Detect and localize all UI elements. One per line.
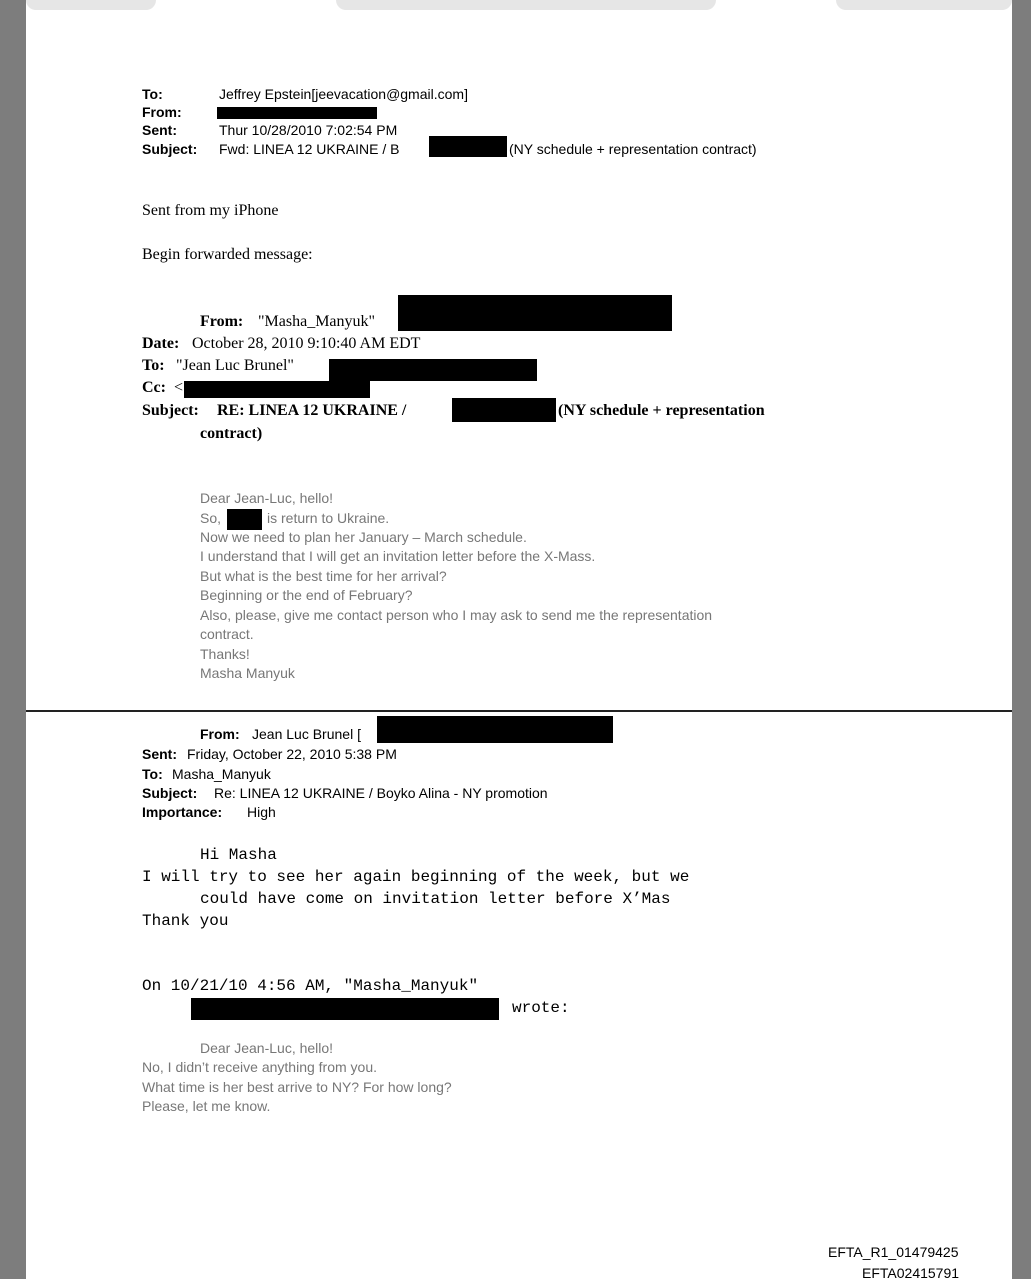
fwd-date-value: October 28, 2010 9:10:40 AM EDT: [192, 335, 421, 352]
reply-importance-value: High: [247, 804, 276, 820]
msg1-line: Dear Jean-Luc, hello!: [200, 490, 334, 506]
reply-to-value: Masha_Manyuk: [172, 766, 271, 782]
redaction-block: [191, 998, 499, 1020]
page-divider: [26, 710, 1012, 712]
msg1-line: I understand that I will get an invitation letter before the X-Mass.: [200, 548, 596, 564]
redaction-block: [227, 509, 262, 530]
subject-suffix: (NY schedule + representation contract): [509, 141, 757, 157]
msg1-line: contract.: [200, 626, 254, 642]
reply-to-label: To:: [142, 766, 163, 782]
reply-sent-value: Friday, October 22, 2010 5:38 PM: [187, 746, 397, 762]
msg3-line: What time is her best arrive to NY? For how long?: [142, 1079, 452, 1095]
fwd-cc-label: Cc:: [142, 379, 166, 396]
document-page: [26, 0, 1012, 1279]
subject-label: Subject:: [142, 141, 198, 157]
redaction-block: [217, 107, 377, 119]
begin-forwarded: Begin forwarded message:: [142, 246, 313, 263]
fwd-from-label: From:: [200, 313, 244, 330]
msg3-line: No, I didn’t receive anything from you.: [142, 1059, 378, 1075]
msg2-line: I will try to see her again beginning of the week, but we: [142, 868, 690, 886]
scan-edge-shadow: [836, 0, 1012, 10]
msg1-line: Now we need to plan her January – March schedule.: [200, 529, 527, 545]
reply-from-label: From:: [200, 726, 240, 742]
scan-edge-shadow: [336, 0, 716, 10]
fwd-to-label: To:: [142, 357, 165, 374]
reply-subject-value: Re: LINEA 12 UKRAINE / Boyko Alina - NY promotion: [214, 785, 548, 801]
redaction-block: [398, 295, 672, 331]
scan-edge-shadow: [26, 0, 156, 10]
bates-number: EFTA_R1_01479425: [828, 1244, 959, 1260]
fwd-subject-label: Subject:: [142, 402, 199, 419]
msg1-line: Also, please, give me contact person who I may ask to send me the representation: [200, 607, 713, 623]
quote-wrote: wrote:: [512, 999, 570, 1017]
from-label: From:: [142, 104, 182, 120]
reply-sent-label: Sent:: [142, 746, 177, 762]
msg2-line: Thank you: [142, 912, 229, 930]
msg1-line: Beginning or the end of February?: [200, 587, 413, 603]
subject-prefix: Fwd: LINEA 12 UKRAINE / B: [219, 141, 400, 157]
msg3-line: Please, let me know.: [142, 1098, 271, 1114]
quote-on-line: On 10/21/10 4:56 AM, "Masha_Manyuk": [142, 977, 479, 995]
redaction-block: [329, 359, 537, 381]
reply-from-value: Jean Luc Brunel [: [252, 726, 361, 742]
msg2-line: Hi Masha: [200, 846, 277, 864]
sent-value: Thur 10/28/2010 7:02:54 PM: [219, 122, 398, 138]
redaction-block: [377, 716, 613, 743]
msg1-line: is return to Ukraine.: [267, 510, 390, 526]
fwd-subject-suffix: (NY schedule + representation: [558, 402, 765, 419]
reply-subject-label: Subject:: [142, 785, 198, 801]
msg1-line: So,: [200, 510, 222, 526]
msg1-line: But what is the best time for her arrival?: [200, 568, 447, 584]
redaction-block: [184, 381, 370, 398]
redaction-block: [429, 136, 507, 157]
to-label: To:: [142, 86, 163, 102]
fwd-date-label: Date:: [142, 335, 180, 352]
sent-from-iphone: Sent from my iPhone: [142, 202, 279, 219]
fwd-to-value: "Jean Luc Brunel": [176, 357, 294, 374]
fwd-subject-prefix: RE: LINEA 12 UKRAINE /: [217, 402, 407, 419]
fwd-from-value: "Masha_Manyuk": [258, 313, 376, 330]
sent-label: Sent:: [142, 122, 177, 138]
fwd-subject-continued: contract): [200, 425, 263, 442]
msg1-line: Thanks!: [200, 646, 250, 662]
redaction-block: [452, 398, 556, 422]
bates-number: EFTA02415791: [862, 1265, 960, 1279]
msg2-line: could have come on invitation letter before X’Mas: [200, 890, 671, 908]
fwd-cc-value: <: [174, 379, 184, 396]
msg3-line: Dear Jean-Luc, hello!: [200, 1040, 334, 1056]
msg1-line: Masha Manyuk: [200, 665, 295, 681]
to-value: Jeffrey Epstein[jeevacation@gmail.com]: [219, 86, 468, 102]
reply-importance-label: Importance:: [142, 804, 223, 820]
